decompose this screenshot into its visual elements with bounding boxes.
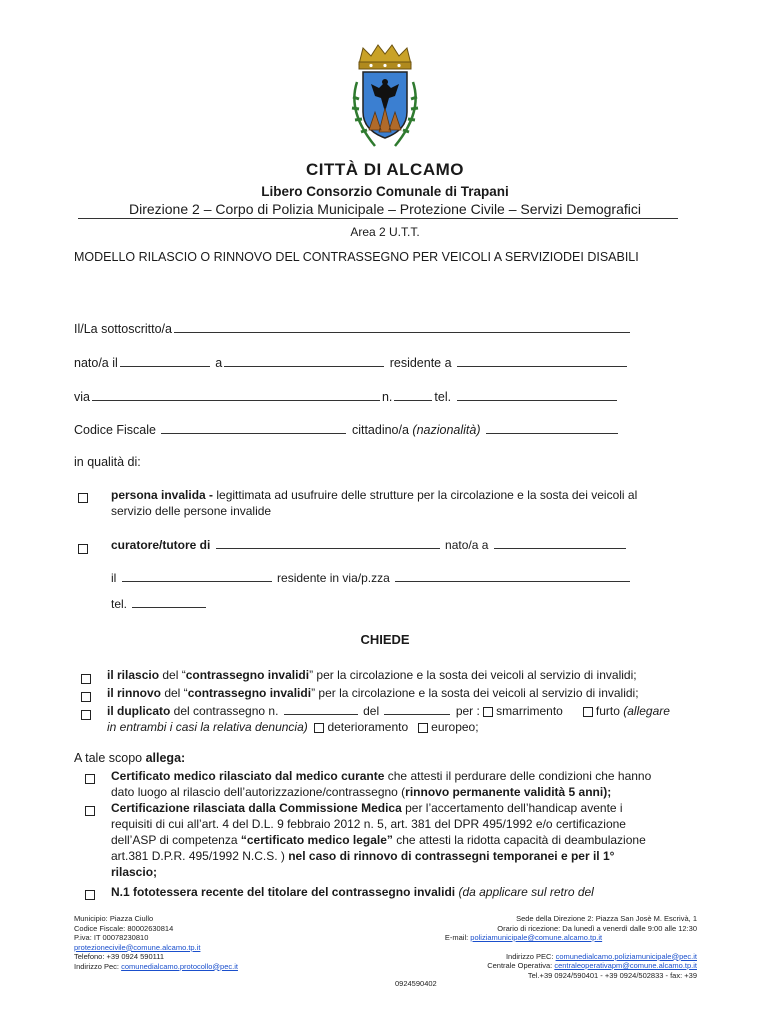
input-numero[interactable] [394, 389, 432, 401]
checkbox-commissione-medica[interactable] [85, 802, 98, 820]
field-row-via [74, 389, 619, 404]
consortium-subtitle: Libero Consorzio Comunale di Trapani [261, 184, 509, 199]
request-rilascio: il rilascio del “contrassegno invalidi” per la circolazione e la sosta dei veicoli al servizio di invalidi; [107, 668, 637, 682]
footer-codice-fiscale: Codice Fiscale: 80002630814 [74, 923, 174, 933]
checkbox-deterioramento[interactable] [314, 723, 324, 733]
footer-telefono: Telefono: +39 0924 590111 [74, 952, 165, 961]
direction-subtitle: Direzione 2 – Corpo di Polizia Municipale – Protezione Civile – Servizi Demografici [128, 201, 641, 217]
footer-sede: Sede della Direzione 2: Piazza San Josè M. Escrivà, 1 [516, 914, 697, 923]
label-allegare: (allegare [623, 704, 670, 718]
input-telefono[interactable] [457, 389, 617, 401]
city-crest-logo [335, 42, 435, 157]
checkbox-rilascio[interactable] [81, 670, 94, 688]
option-persona-text2: servizio delle persone invalide [111, 504, 272, 518]
checkbox-rinnovo[interactable] [81, 688, 94, 706]
label-sottoscritto: Il/La sottoscritto/a [74, 322, 172, 336]
label-tel: tel. [434, 390, 452, 404]
option-curatore-title: curatore/tutore di [111, 538, 211, 552]
label-n: n. [381, 390, 393, 404]
footer-orario: Orario di ricezione: Da lunedì a venerdì dalle 9:00 alle 12:30 [497, 923, 697, 933]
footer-pec-polizia[interactable]: comunedialcamo.poliziamunicipale@pec.it [555, 951, 697, 961]
input-nazionalita[interactable] [486, 422, 618, 434]
checkbox-icon [78, 544, 88, 554]
city-title: CITTÀ DI ALCAMO [306, 160, 464, 179]
input-data-contrassegno[interactable] [384, 703, 450, 715]
label-a: a [215, 356, 223, 370]
label-europeo: europeo; [431, 720, 479, 734]
label-nato-il: nato/a il [74, 356, 118, 370]
label-deterioramento: deterioramento [327, 720, 409, 734]
checkbox-icon [85, 806, 95, 816]
option-persona-invalida [111, 487, 701, 519]
label-curatore-nato: nato/a a [445, 538, 489, 552]
footer-left: Municipio: Piazza Ciullo Codice Fiscale: 80002630814 P.iva: IT 00078230810 protezionecivile@comune.alcamo.tp.it Telefono: +39 0924 590111 Indirizzo Pec: comunedialcamo.protocollo@pec.it [74, 914, 374, 971]
allega-intro: A tale scopo allega: [74, 751, 186, 765]
header-divider [78, 218, 678, 219]
label-denuncia: in entrambi i casi la relativa denuncia) [107, 720, 308, 734]
option-curatore-row2 [111, 570, 632, 585]
checkbox-icon [85, 890, 95, 900]
checkbox-icon [81, 674, 91, 684]
label-smarrimento: smarrimento [496, 704, 563, 718]
field-row-sottoscritto [74, 321, 632, 336]
label-via: via [74, 390, 90, 404]
footer-centrale-operativa[interactable]: centraleoperativapm@comune.alcamo.tp.it [554, 961, 697, 970]
input-curatore-data[interactable] [122, 570, 272, 582]
footer-right: Sede della Direzione 2: Piazza San Josè M. Escrivà, 1 Orario di ricezione: Da lunedì a venerdì dalle 9:00 alle 12:30 E-mail: poliziamunicipale@comune.alcamo.tp.it Indirizzo PEC: comunedialcamo.poliziamunicipale@pec.it Centrale Operativa: centraleoperativapm@comune.alcamo.tp.it Tel.+39 0924/590401 - +39 0924/502833 - fax: +39 [350, 914, 697, 980]
field-row-cf [74, 422, 620, 437]
label-nazionalita: (nazionalità) [412, 423, 481, 437]
checkbox-persona-invalida[interactable] [78, 489, 91, 507]
request-duplicato: il duplicato del contrassegno n. del per : smarrimento furto (allegare [107, 704, 670, 718]
input-residenza[interactable] [457, 355, 627, 367]
input-curatore-tel[interactable] [132, 596, 206, 608]
checkbox-icon [85, 774, 95, 784]
allega-certificato-medico: Certificato medico rilasciato dal medico curante che attesti il perdurare delle condizioni che hanno dato luogo al rilascio dell’autorizzazione/contrassegno (rinnovo permanente validità 5 anni); [111, 769, 652, 799]
input-curatore-via[interactable] [395, 570, 630, 582]
option-curatore [111, 537, 628, 552]
label-codice-fiscale: Codice Fiscale [74, 423, 156, 437]
input-data-nascita[interactable] [120, 355, 210, 367]
input-curatore-nome[interactable] [216, 537, 440, 549]
checkbox-smarrimento[interactable] [483, 707, 493, 717]
input-numero-contrassegno[interactable] [284, 703, 358, 715]
label-curatore-residente: residente in via/p.zza [277, 571, 390, 585]
checkbox-europeo[interactable] [418, 723, 428, 733]
footer-piva: P.iva: IT 00078230810 [74, 933, 149, 942]
request-duplicato-row2 [107, 720, 479, 734]
input-codice-fiscale[interactable] [161, 422, 346, 434]
footer-email-polizia[interactable]: poliziamunicipale@comune.alcamo.tp.it [470, 933, 603, 942]
area-label: Area 2 U.T.T. [350, 225, 420, 239]
checkbox-icon [81, 692, 91, 702]
footer-pec-protocollo[interactable]: comunedialcamo.protocollo@pec.it [121, 961, 238, 971]
label-furto: furto [595, 704, 620, 718]
footer-municipio: Municipio: Piazza Ciullo [74, 914, 154, 923]
label-curatore-tel: tel. [111, 597, 128, 611]
label-curatore-il: il [111, 571, 117, 585]
label-cittadino: cittadino/a [351, 423, 409, 437]
option-curatore-row3 [111, 596, 208, 611]
checkbox-duplicato[interactable] [81, 706, 94, 724]
allega-commissione-medica: Certificazione rilasciata dalla Commissione Medica per l’accertamento dell’handicap avente i requisiti di cui all’art. 4 del D.L. 9 febbraio 2012 n. 5, art. 381 del DPR 495/1992 e/o certificazione dell’ASP di competenza “certificato medico legale” che attesti la ridotta capacità di deambulazione art.381 D.P.R. 495/1992 N.C.S. ) nel caso di rinnovo di contrassegni temporanei e per il 1° rilascio; [111, 801, 646, 879]
chiede-heading: CHIEDE [360, 632, 410, 647]
input-via[interactable] [92, 389, 380, 401]
form-title: MODELLO RILASCIO O RINNOVO DEL CONTRASSEGNO PER VEICOLI A SERVIZIODEI DISABILI [74, 250, 639, 264]
checkbox-curatore[interactable] [78, 540, 91, 558]
checkbox-fototessera[interactable] [85, 886, 98, 904]
label-residente: residente a [389, 356, 452, 370]
option-persona-text: legittimata ad usufruire delle strutture per la circolazione e la sosta dei veicoli al [213, 488, 638, 502]
checkbox-icon [78, 493, 88, 503]
checkbox-certificato-medico[interactable] [85, 770, 98, 788]
allega-fototessera: N.1 fototessera recente del titolare del contrassegno invalidi (da applicare sul retro del [111, 885, 594, 899]
footer-email-protezione-civile[interactable]: protezionecivile@comune.alcamo.tp.it [74, 942, 201, 952]
input-sottoscritto[interactable] [174, 321, 630, 333]
field-row-nascita [74, 355, 629, 370]
input-luogo-nascita[interactable] [224, 355, 384, 367]
footer-tel-fax: Tel.+39 0924/590401 - +39 0924/502833 - fax: +39 [527, 970, 697, 980]
checkbox-icon [81, 710, 91, 720]
label-qualita: in qualità di: [74, 455, 141, 469]
option-persona-title: persona invalida - [111, 488, 214, 502]
footer-fax-number: 0924590402 [395, 979, 437, 988]
checkbox-furto[interactable] [583, 707, 593, 717]
request-rinnovo: il rinnovo del “contrassegno invalidi” per la circolazione e la sosta dei veicoli al servizio di invalidi; [107, 686, 639, 700]
input-curatore-luogo[interactable] [494, 537, 626, 549]
